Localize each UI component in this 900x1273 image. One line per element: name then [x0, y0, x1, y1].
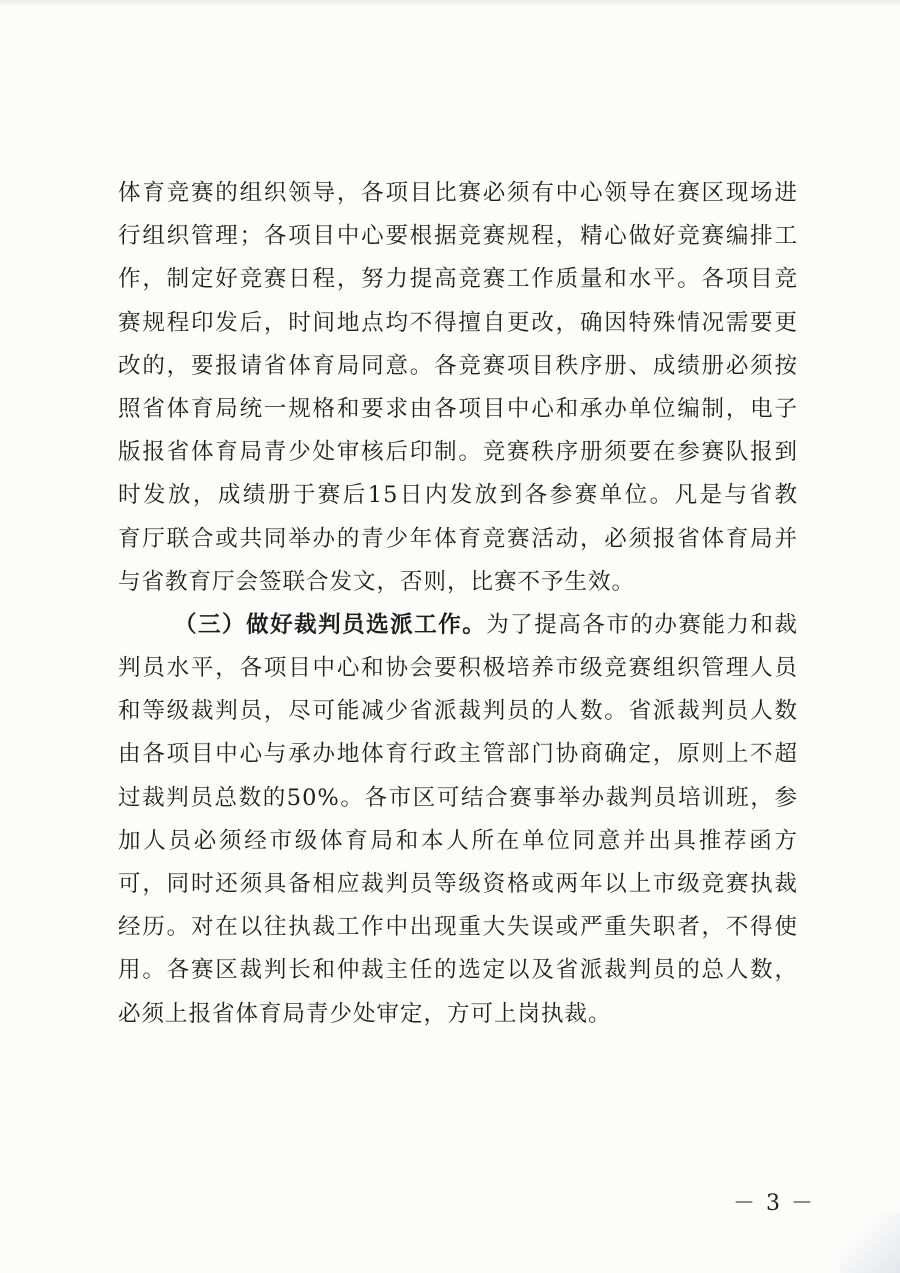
body-line: 经历。对在以往执裁工作中出现重大失误或严重失职者，不得使 [118, 914, 798, 941]
body-line: 用。各赛区裁判长和仲裁主任的选定以及省派裁判员的总人数， [118, 957, 798, 984]
body-line: 赛规程印发后，时间地点均不得擅自更改，确因特殊情况需要更 [118, 309, 798, 336]
body-line: 照省体育局统一规格和要求由各项目中心和承办单位编制，电子 [118, 395, 798, 422]
body-line: 加人员必须经市级体育局和本人所在单位同意并出具推荐函方 [118, 827, 798, 854]
body-line: 与省教育厅会签联合发文，否则，比赛不予生效。 [118, 568, 636, 595]
body-line: 可，同时还须具备相应裁判员等级资格或两年以上市级竞赛执裁 [118, 871, 798, 897]
body-line: 改的，要报请省体育局同意。各竞赛项目秩序册、成绩册必须按 [118, 352, 798, 379]
body-line: 时发放，成绩册于赛后15日内发放到各参赛单位。凡是与省教 [118, 482, 798, 509]
body-line: 和等级裁判员，尽可能减少省派裁判员的人数。省派裁判员人数 [118, 698, 798, 725]
body-line: 育厅联合或共同举办的青少年体育竞赛活动，必须报省体育局并 [118, 525, 798, 552]
body-line: 作，制定好竞赛日程，努力提高竞赛工作质量和水平。各项目竞 [118, 266, 798, 293]
body-line: 体育竞赛的组织领导，各项目比赛必须有中心领导在赛区现场进 [118, 180, 798, 206]
body-line: 必须上报省体育局青少处审定，方可上岗执裁。 [118, 1000, 612, 1027]
body-line: 行组织管理；各项目中心要根据竞赛规程，精心做好竞赛编排工 [118, 223, 798, 250]
page-top-edge [0, 0, 900, 6]
document-body [118, 172, 798, 1036]
page-number: － 3 － [733, 1191, 815, 1216]
section-first-line [118, 604, 798, 647]
section-heading: （三）做好裁判员选派工作。 [174, 611, 487, 638]
body-line: 判员水平，各项目中心和协会要积极培养市级竞赛组织管理人员 [118, 655, 798, 682]
page-corner-shade [840, 1213, 900, 1273]
body-line: 由各项目中心与承办地体育行政主管部门协商确定，原则上不超 [118, 741, 798, 768]
body-line: 过裁判员总数的50%。各市区可结合赛事举办裁判员培训班，参 [118, 784, 798, 811]
body-line: 版报省体育局青少处审核后印制。竞赛秩序册须要在参赛队报到 [118, 439, 798, 466]
section-heading-rest: 为了提高各市的办赛能力和裁 [486, 611, 798, 638]
